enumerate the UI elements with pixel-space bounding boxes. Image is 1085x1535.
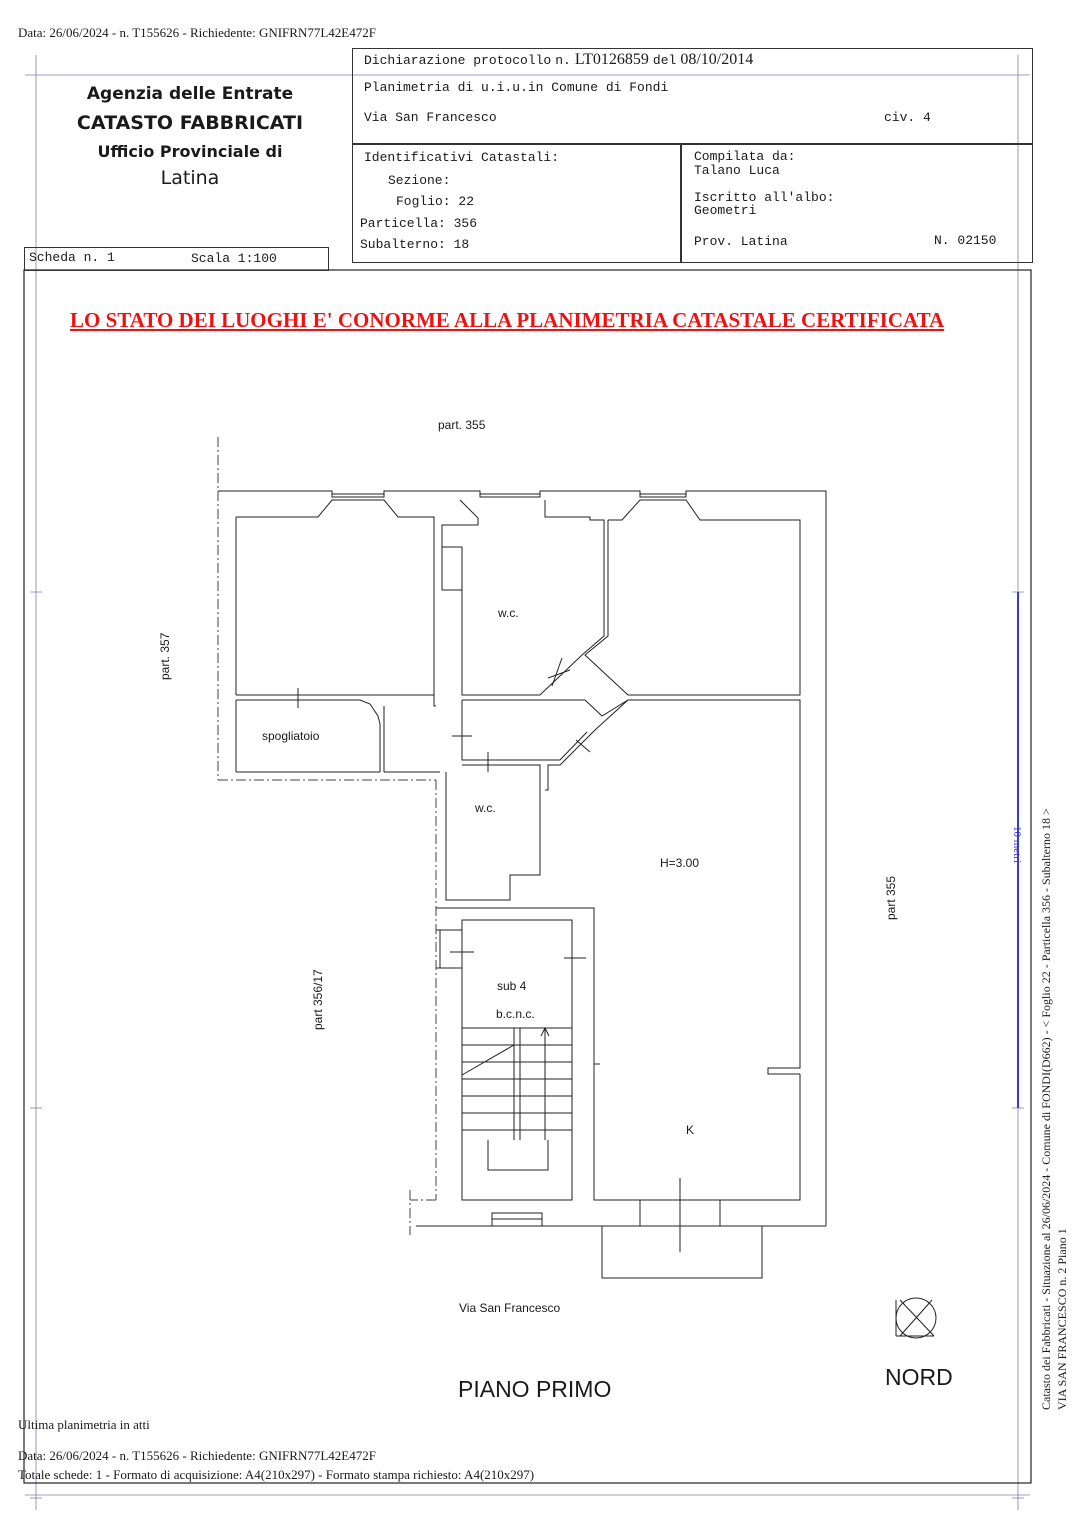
label-part356-17: part 356/17 [311,969,325,1030]
scale-bar-label: 10 metri [1011,826,1023,863]
footer-data: Data: 26/06/2024 - n. T155626 - Richiedente: GNIFRN77L42E472F [18,1448,376,1463]
label-wc-2: w.c. [475,801,496,815]
protocol-date: 08/10/2014 [680,51,754,68]
label-bcnc: b.c.n.c. [496,1007,535,1021]
identificativi-title: Identificativi Catastali: [364,150,560,165]
label-wc-1: w.c. [498,606,519,620]
address-civ: civ. 4 [884,110,931,125]
agency-office: Ufficio Provinciale di [97,142,283,161]
label-spogliatoio: spogliatoio [262,729,320,743]
label-part355-right: part 355 [884,875,898,920]
planimetria-title: Planimetria di u.i.u.in Comune di Fondi [364,80,669,95]
agency-province: Latina [160,167,220,189]
label-height: H=3.00 [660,856,700,870]
footer-ultima: Ultima planimetria in atti [18,1417,150,1432]
label-k: K [686,1123,695,1137]
agency-dept: CATASTO FABBRICATI [76,112,304,134]
scheda-number: Scheda n. 1 [29,250,115,265]
albo-value: Geometri [694,203,757,218]
sezione: Sezione: [388,173,451,188]
floor-title: PIANO PRIMO [458,1376,612,1402]
agency-name: Agenzia delle Entrate [86,84,294,104]
side-info-line1: Catasto dei Fabbricati - Situazione al 26/06/2024 - Comune di FONDI(D662) - < Foglio 22 - Particella 356 - Subalterno 18 > [1039,808,1053,1410]
label-street: Via San Francesco [459,1301,561,1315]
compilata-label: Compilata da: [694,149,796,164]
label-part357: part. 357 [158,632,172,680]
foglio: Foglio: 22 [396,194,475,209]
protocol-line: Dichiarazione protocollo n. LT0126859 del 08/10/2014 [364,51,754,68]
north-label: NORD [885,1364,953,1390]
prov: Prov. Latina [694,234,788,249]
protocol-number: LT0126859 [574,51,649,68]
compass-north-icon [896,1298,936,1338]
conformity-warning: LO STATO DEI LUOGHI E' CONORME ALLA PLANIMETRIA CATASTALE CERTIFICATA [70,308,945,332]
subalterno: Subalterno: 18 [360,237,470,252]
particella: Particella: 356 [360,216,478,231]
side-info-line2: VIA SAN FRANCESCO n. 2 Piano 1 [1055,1228,1069,1410]
label-part355-top: part. 355 [438,418,486,432]
label-sub4: sub 4 [497,979,527,993]
registration-number: N. 02150 [934,233,997,248]
footer-totale: Totale schede: 1 - Formato di acquisizione: A4(210x297) - Formato stampa richiesto: A4(210x297) [18,1467,535,1482]
address-street: Via San Francesco [364,110,497,125]
compilata-name: Talano Luca [694,163,780,178]
scheda-scale: Scala 1:100 [191,251,277,266]
albo-label: Iscritto all'albo: [694,190,835,205]
header-request-info: Data: 26/06/2024 - n. T155626 - Richiedente: GNIFRN77L42E472F [18,25,376,40]
